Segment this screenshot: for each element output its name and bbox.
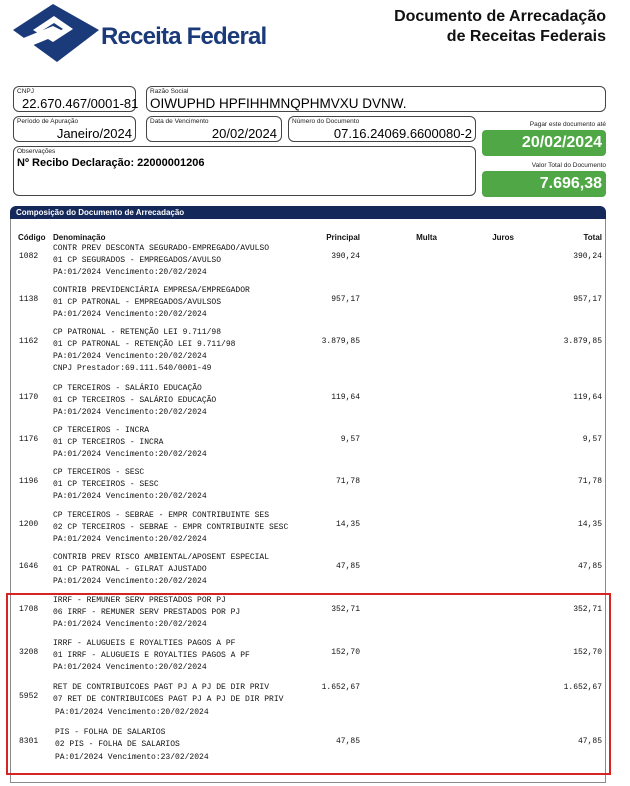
row-code: 1176 xyxy=(19,435,39,444)
numero-documento-field xyxy=(288,116,476,142)
row-code: 3208 xyxy=(19,648,39,657)
row-total: 957,17 xyxy=(573,295,602,304)
row-principal: 47,85 xyxy=(335,737,360,746)
row-principal: 47,85 xyxy=(335,562,360,571)
row-line: RET DE CONTRIBUICOES PAGT PJ A PJ DE DIR PRIV xyxy=(53,683,270,692)
row-code: 1200 xyxy=(19,520,39,529)
row-total: 14,35 xyxy=(577,520,602,529)
row-line: 02 CP TERCEIROS - SEBRAE - EMPR CONTRIBUINTE SESC xyxy=(53,523,289,532)
row-line: CP TERCEIROS - INCRA xyxy=(53,426,150,435)
document-title xyxy=(394,7,606,47)
row-code: 1196 xyxy=(19,477,39,486)
row-total: 352,71 xyxy=(573,605,602,614)
row-total: 1.652,67 xyxy=(563,683,602,692)
row-total: 390,24 xyxy=(573,252,602,261)
cnpj-field xyxy=(13,86,139,112)
observacoes-value: Nº Recibo Declaração: 22000001206 xyxy=(17,157,205,169)
row-line: CONTRIB PREVIDENCIÁRIA EMPRESA/EMPREGADOR xyxy=(53,286,250,295)
row-principal: 390,24 xyxy=(331,252,360,261)
row-line: PA:01/2024 Vencimento:20/02/2024 xyxy=(53,492,207,501)
periodo-apuracao-field xyxy=(13,116,136,142)
row-line: PA:01/2024 Vencimento:23/02/2024 xyxy=(55,753,209,762)
column-header-principal: Principal xyxy=(326,233,360,242)
column-header-codigo: Código xyxy=(18,233,46,242)
row-line: 01 CP TERCEIROS - SESC xyxy=(53,480,159,489)
data-vencimento-field xyxy=(146,116,282,142)
row-line: 01 CP SEGURADOS - EMPREGADOS/AVULSO xyxy=(53,256,222,265)
row-code: 1162 xyxy=(19,337,39,346)
logo-text: Receita Federal xyxy=(101,23,267,50)
row-code: 1170 xyxy=(19,393,39,402)
row-line: PA:01/2024 Vencimento:20/02/2024 xyxy=(53,352,207,361)
row-line: CP TERCEIROS - SALÁRIO EDUCAÇÃO xyxy=(53,384,202,393)
razao-social-label: Razão Social xyxy=(150,88,189,95)
row-line: PA:01/2024 Vencimento:20/02/2024 xyxy=(53,450,207,459)
row-line: PA:01/2024 Vencimento:20/02/2024 xyxy=(53,577,207,586)
receita-federal-logo xyxy=(13,4,267,64)
row-line: 01 CP PATRONAL - RETENÇÃO LEI 9.711/98 xyxy=(53,340,236,349)
data-vencimento-value: 20/02/2024 xyxy=(211,126,277,141)
column-header-multa: Multa xyxy=(416,233,437,242)
pagar-ate-value: 20/02/2024 xyxy=(482,130,606,156)
periodo-apuracao-label: Período de Apuração xyxy=(17,118,79,125)
razao-social-value: OIWUPHD HPFIHHMNQPHMVXU DVNW. xyxy=(150,96,407,111)
cnpj-value: 22.670.467/0001-81 xyxy=(22,96,139,111)
row-line: PIS - FOLHA DE SALARIOS xyxy=(55,728,166,737)
row-line: 02 PIS - FOLHA DE SALARIOS xyxy=(55,740,180,749)
row-principal: 1.652,67 xyxy=(321,683,360,692)
data-vencimento-label: Data de Vencimento xyxy=(150,118,209,125)
row-code: 1646 xyxy=(19,562,39,571)
row-line: CNPJ Prestador:69.111.540/0001-49 xyxy=(53,364,212,373)
row-line: PA:01/2024 Vencimento:20/02/2024 xyxy=(53,268,207,277)
row-line: PA:01/2024 Vencimento:20/02/2024 xyxy=(53,408,207,417)
pagar-ate-label: Pagar este documento até xyxy=(529,121,606,128)
numero-documento-value: 07.16.24069.6600080-2 xyxy=(333,126,472,141)
row-line: CP TERCEIROS - SESC xyxy=(53,468,145,477)
column-header-total: Total xyxy=(583,233,602,242)
row-line: IRRF - REMUNER SERV PRESTADOS POR PJ xyxy=(53,596,226,605)
row-total: 71,78 xyxy=(577,477,602,486)
row-total: 47,85 xyxy=(577,562,602,571)
document-title-line1: Documento de Arrecadação xyxy=(394,8,606,25)
row-line: CP TERCEIROS - SEBRAE - EMPR CONTRIBUINTE SES xyxy=(53,511,270,520)
valor-total-value: 7.696,38 xyxy=(482,171,606,197)
row-total: 47,85 xyxy=(577,737,602,746)
composition-header: Composição do Documento de Arrecadação xyxy=(10,206,606,219)
row-principal: 14,35 xyxy=(335,520,360,529)
row-line: 01 CP TERCEIROS - SALÁRIO EDUCAÇÃO xyxy=(53,396,217,405)
row-total: 9,57 xyxy=(582,435,602,444)
row-principal: 3.879,85 xyxy=(321,337,360,346)
row-code: 1138 xyxy=(19,295,39,304)
receita-federal-emblem-icon xyxy=(13,4,99,64)
row-principal: 71,78 xyxy=(335,477,360,486)
row-total: 119,64 xyxy=(573,393,602,402)
row-principal: 957,17 xyxy=(331,295,360,304)
row-line: 01 CP TERCEIROS - INCRA xyxy=(53,438,164,447)
row-line: 01 CP PATRONAL - GILRAT AJUSTADO xyxy=(53,565,207,574)
row-line: 01 CP PATRONAL - EMPREGADOS/AVULSOS xyxy=(53,298,222,307)
row-line: PA:01/2024 Vencimento:20/02/2024 xyxy=(53,663,207,672)
row-principal: 9,57 xyxy=(340,435,360,444)
column-header-denominacao: Denominação xyxy=(53,233,106,242)
row-code: 1708 xyxy=(19,605,39,614)
cnpj-label: CNPJ xyxy=(17,88,34,95)
row-line: IRRF - ALUGUEIS E ROYALTIES PAGOS A PF xyxy=(53,639,236,648)
row-line: 06 IRRF - REMUNER SERV PRESTADOS POR PJ xyxy=(53,608,241,617)
row-total: 3.879,85 xyxy=(563,337,602,346)
row-line: PA:01/2024 Vencimento:20/02/2024 xyxy=(53,535,207,544)
column-header-juros: Juros xyxy=(492,233,514,242)
row-line: CP PATRONAL - RETENÇÃO LEI 9.711/98 xyxy=(53,328,222,337)
razao-social-field xyxy=(146,86,606,112)
numero-documento-label: Número do Documento xyxy=(292,118,360,125)
row-line: PA:01/2024 Vencimento:20/02/2024 xyxy=(55,708,209,717)
row-line: PA:01/2024 Vencimento:20/02/2024 xyxy=(53,620,207,629)
observacoes-label: Observações xyxy=(17,148,56,155)
row-line: CONTR PREV DESCONTA SEGURADO-EMPREGADO/AVULSO xyxy=(53,244,270,253)
highlight-box xyxy=(6,593,611,775)
row-code: 8301 xyxy=(19,737,39,746)
row-line: PA:01/2024 Vencimento:20/02/2024 xyxy=(53,310,207,319)
row-line: 01 IRRF - ALUGUEIS E ROYALTIES PAGOS A PF xyxy=(53,651,250,660)
row-code: 5952 xyxy=(19,692,39,701)
observacoes-field xyxy=(13,146,476,196)
row-total: 152,70 xyxy=(573,648,602,657)
periodo-apuracao-value: Janeiro/2024 xyxy=(56,126,132,141)
row-principal: 119,64 xyxy=(331,393,360,402)
document-title-line2: de Receitas Federais xyxy=(446,28,606,45)
row-code: 1082 xyxy=(19,252,39,261)
row-line: CONTRIB PREV RISCO AMBIENTAL/APOSENT ESPECIAL xyxy=(53,553,270,562)
row-line: 07 RET DE CONTRIBUICOES PAGT PJ A PJ DE DIR PRIV xyxy=(53,695,284,704)
row-principal: 352,71 xyxy=(331,605,360,614)
valor-total-label: Valor Total do Documento xyxy=(531,162,606,169)
row-principal: 152,70 xyxy=(331,648,360,657)
